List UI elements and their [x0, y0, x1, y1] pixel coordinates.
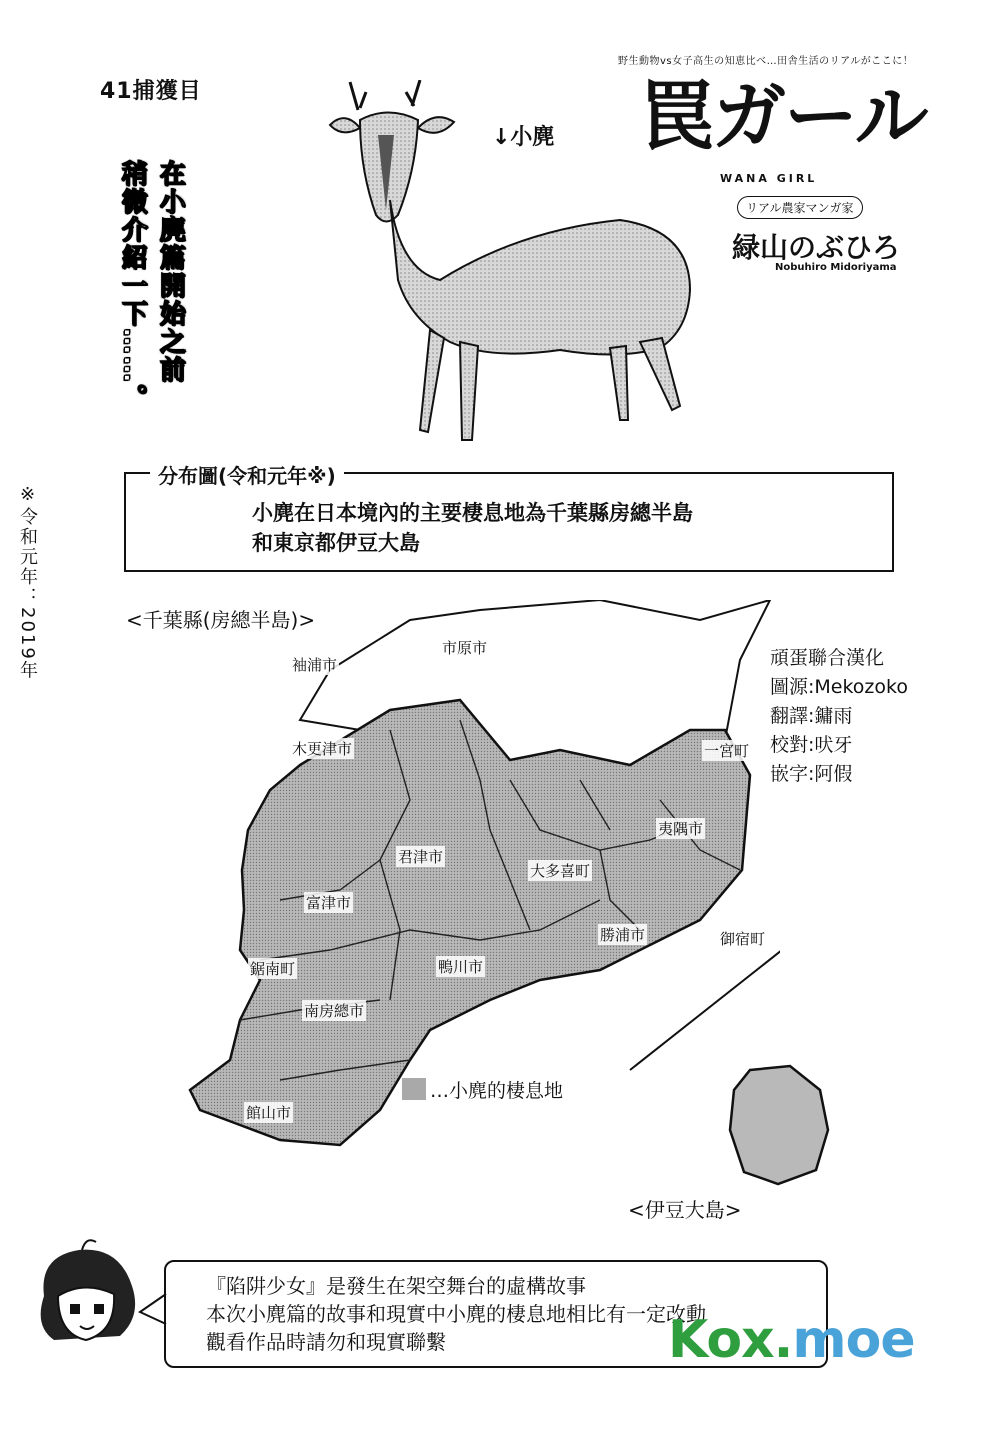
site-watermark	[668, 1310, 915, 1370]
city-label-minamiboso: 南房總市	[304, 1002, 365, 1020]
credit-source: 圖源:Mekozoko	[770, 676, 908, 698]
city-label-kimitsu: 君津市	[398, 848, 444, 866]
watermark-main: Kox	[668, 1310, 774, 1370]
distribution-text	[252, 498, 693, 558]
note-text	[206, 1272, 706, 1356]
city-label-otaki: 大多喜町	[530, 862, 591, 880]
distribution-title: 分布圖(令和元年※)	[150, 460, 344, 489]
note-line-2: 本次小麂篇的故事和現實中小麂的棲息地相比有一定改動	[206, 1302, 706, 1326]
character-head-illustration	[24, 1236, 154, 1356]
side-note: ※令和元年：2019年	[17, 484, 38, 681]
series-logo-subtitle: WANA GIRL	[720, 172, 818, 185]
credit-group: 頑蛋聯合漢化	[770, 647, 885, 669]
credits-block	[770, 644, 908, 789]
city-label-isumi: 夷隅市	[658, 820, 704, 838]
city-label-sodegaura: 袖浦市	[292, 656, 338, 674]
watermark-dot: .	[773, 1310, 793, 1370]
author-name: 緑山のぶひろ	[732, 231, 901, 264]
city-label-tateyama: 館山市	[246, 1104, 292, 1122]
city-label-ichihara: 市原市	[442, 639, 488, 657]
series-logo-title: 罠ガール	[640, 74, 927, 160]
note-line-3: 觀看作品時請勿和現實聯繫	[206, 1330, 446, 1354]
city-label-onjuku: 御宿町	[720, 930, 766, 948]
note-line-1: 『陷阱少女』是發生在架空舞台的虛構故事	[206, 1274, 586, 1298]
izu-island-map	[720, 1060, 840, 1190]
credit-typeset: 嵌字:阿假	[770, 763, 853, 785]
city-label-kisarazu: 木更津市	[292, 740, 353, 758]
chapter-number: 41捕獲目	[100, 79, 202, 104]
city-label-ichinomiya: 一宮町	[704, 742, 750, 760]
credit-proofread: 校對:吠牙	[770, 734, 853, 756]
deer-label: ↓小麂	[492, 125, 555, 150]
vertical-caption-col1: 在小麂篇開始之前	[155, 160, 186, 384]
city-label-kyonan: 鋸南町	[250, 960, 296, 978]
city-label-futtsu: 富津市	[306, 894, 352, 912]
muntjac-illustration	[320, 80, 700, 450]
distribution-line-1: 小麂在日本境內的主要棲息地為千葉縣房總半島	[252, 501, 693, 525]
city-label-katsuura: 勝浦市	[600, 926, 646, 944]
series-tagline: 野生動物vs女子高生の知恵比べ…田舎生活のリアルがここに！	[618, 56, 914, 67]
watermark-tld: moe	[792, 1310, 915, 1370]
map-title: <千葉縣(房總半島)>	[126, 608, 316, 632]
legend-swatch	[402, 1078, 426, 1100]
credit-translation: 翻譯:鏞雨	[770, 705, 853, 727]
author-tag: リアル農家マンガ家	[737, 196, 863, 219]
distribution-line-2: 和東京都伊豆大島	[252, 531, 420, 555]
legend-text: …小麂的棲息地	[430, 1080, 564, 1102]
izu-label: <伊豆大島>	[628, 1198, 742, 1222]
vertical-caption-col2: 稍微介紹一下……。	[117, 160, 148, 412]
author-name-en: Nobuhiro Midoriyama	[775, 262, 897, 273]
city-label-kamogawa: 鴨川市	[438, 958, 484, 976]
